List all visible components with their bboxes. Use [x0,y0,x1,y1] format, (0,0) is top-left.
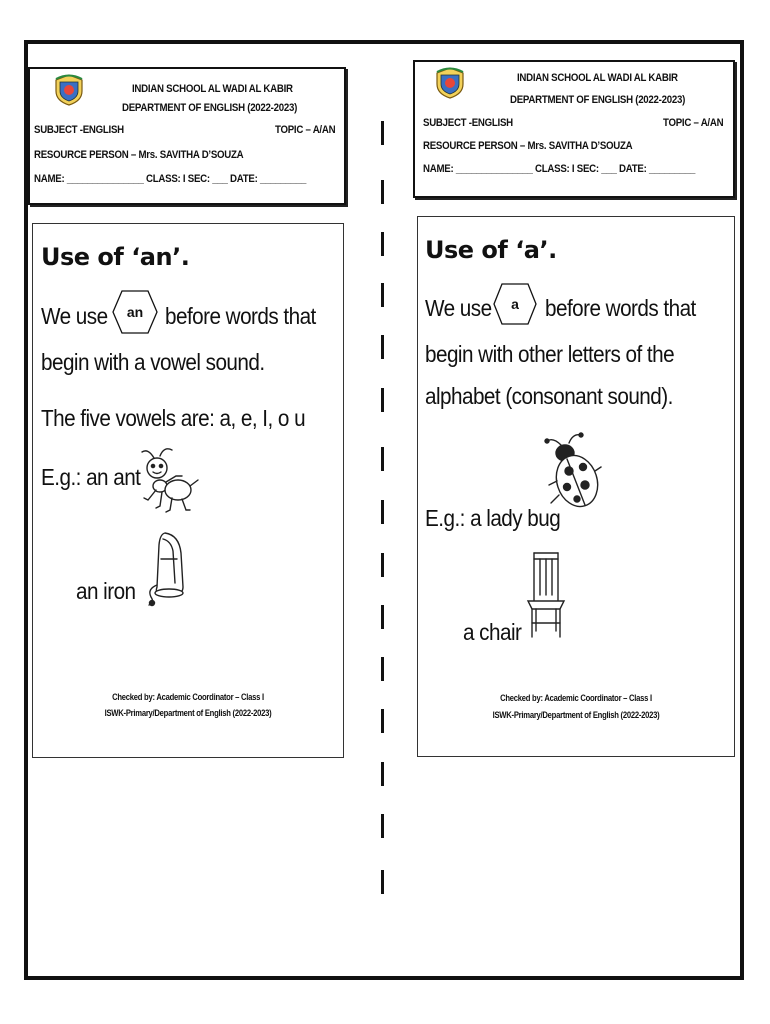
example-iron: an iron [76,578,136,604]
name-class-date-line: NAME: _______________ CLASS: I SEC: ___ DATE: _________ [423,163,696,175]
chair-icon [526,549,566,641]
rule-line-2: begin with other letters of the [425,341,675,367]
department-name: DEPARTMENT OF ENGLISH (2022-2023) [510,94,686,106]
rule-line-3: alphabet (consonant sound). [425,383,673,409]
iron-icon [147,529,191,609]
article-badge [492,282,538,326]
topic-label: TOPIC – A/AN [663,117,724,129]
school-name: INDIAN SCHOOL AL WADI AL KABIR [517,72,678,84]
right-lesson-card [417,216,735,757]
rule-line-1-end: before words that [165,303,316,329]
lesson-heading: Use of ‘an’. [41,243,190,271]
name-class-date-line: NAME: _______________ CLASS: I SEC: ___ DATE: _________ [34,173,307,185]
rule-line-2: begin with a vowel sound. [41,349,265,375]
subject-label: SUBJECT -ENGLISH [34,124,124,136]
example-ant: E.g.: an ant [41,464,141,490]
subject-label: SUBJECT -ENGLISH [423,117,513,129]
article-badge [111,289,159,335]
example-chair: a chair [463,619,522,645]
left-lesson-card [32,223,344,758]
example-ladybug: E.g.: a lady bug [425,505,561,531]
topic-label: TOPIC – A/AN [275,124,336,136]
school-crest-icon [433,66,467,100]
right-header-box [413,60,735,198]
department-footer-line: ISWK-Primary/Department of English (2022-2023) [104,708,272,718]
resource-person: RESOURCE PERSON – Mrs. SAVITHA D’SOUZA [34,149,244,161]
resource-person: RESOURCE PERSON – Mrs. SAVITHA D’SOUZA [423,140,633,152]
article-badge-label: an [126,304,144,320]
ant-icon [136,446,202,514]
department-name: DEPARTMENT OF ENGLISH (2022-2023) [122,102,298,114]
department-footer-line: ISWK-Primary/Department of English (2022-2023) [492,710,660,720]
left-header-box [28,67,346,205]
checked-by-line: Checked by: Academic Coordinator – Class I [500,693,652,703]
rule-line-1-start: We use [41,303,108,329]
rule-line-1-end: before words that [545,295,696,321]
school-crest-icon [52,73,86,107]
article-badge-label: a [511,296,519,312]
lesson-heading: Use of ‘a’. [425,236,557,264]
rule-line-1-start: We use [425,295,492,321]
school-name: INDIAN SCHOOL AL WADI AL KABIR [132,83,293,95]
vowels-line: The five vowels are: a, e, I, o u [41,405,306,431]
checked-by-line: Checked by: Academic Coordinator – Class I [112,692,264,702]
